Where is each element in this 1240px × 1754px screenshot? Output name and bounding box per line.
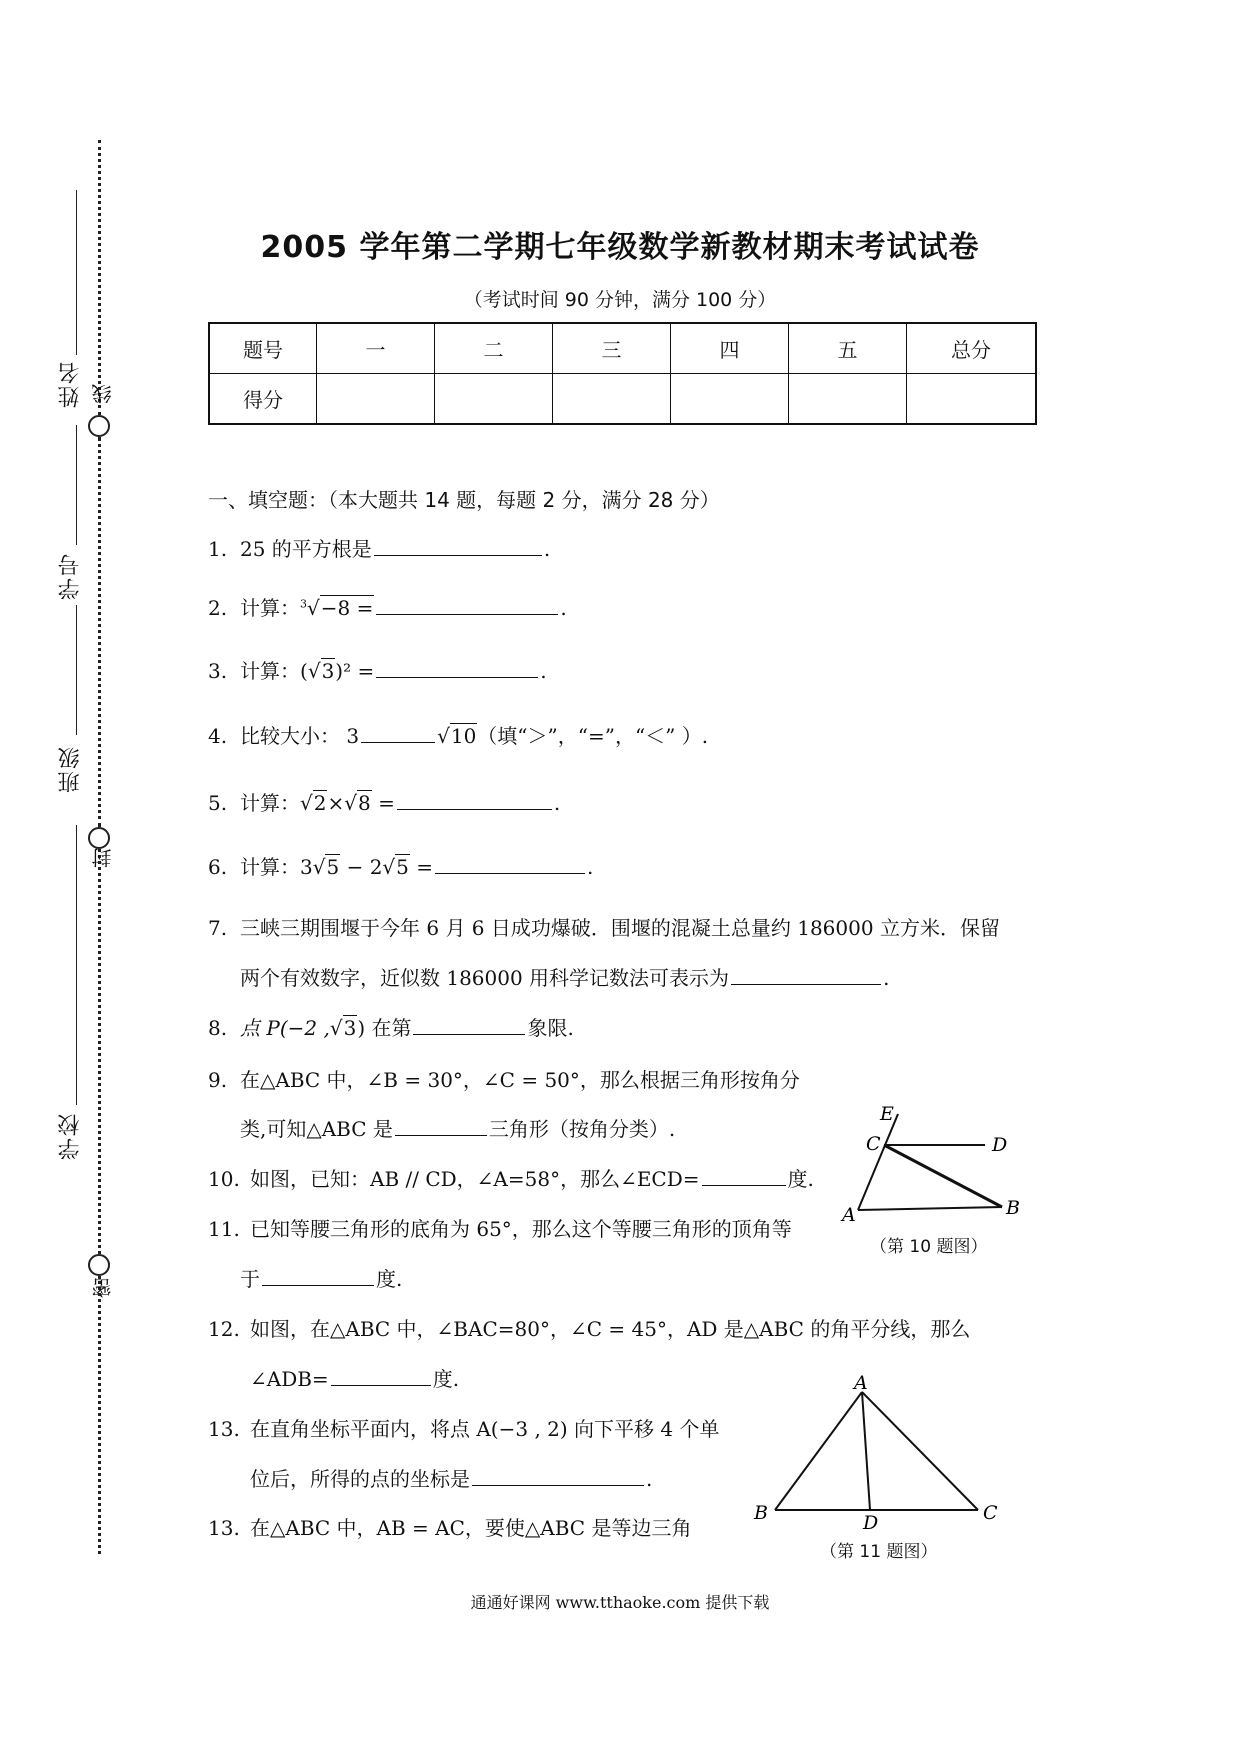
page-footer: 通通好课网 www.tthaoke.com 提供下载	[470, 1593, 770, 1612]
question-11-line-1	[208, 1213, 792, 1242]
label-d: D	[863, 1512, 879, 1534]
question-number: 9.	[208, 1068, 228, 1092]
question-prefix: 计算：(	[240, 659, 308, 683]
answer-blank[interactable]	[395, 1134, 487, 1136]
page-subtitle: （考试时间 90 分钟，满分 100 分）	[463, 289, 777, 311]
question-text: 类,可知△ABC 是	[240, 1117, 393, 1141]
question-9-line-2	[240, 1113, 675, 1142]
question-prefix: 计算：3	[240, 855, 313, 879]
radicand: 3	[343, 1016, 357, 1040]
binding-label-name: 姓名	[58, 360, 83, 408]
question-number: 6.	[208, 855, 228, 879]
radicand: 8	[358, 791, 371, 815]
label-d: D	[992, 1134, 1008, 1156]
question-13a-line-2: 位后，所得的点的坐标是 .	[250, 1467, 653, 1491]
question-3: 3. 计算：(√3)² = .	[208, 659, 547, 683]
question-number: 8.	[208, 1016, 228, 1040]
radicand: 2	[313, 791, 327, 815]
question-text: 25 的平方根是	[240, 537, 372, 561]
question-number: 13.	[208, 1417, 240, 1441]
bisector-ad	[862, 1392, 870, 1510]
question-text: 如图，在△ABC 中，∠BAC=80°，∠C = 45°，AD 是△ABC 的角平分线，那么	[250, 1317, 971, 1341]
question-13b-line-1	[208, 1512, 691, 1541]
radicand: 3	[321, 659, 335, 683]
score-cell[interactable]	[553, 374, 671, 425]
binding-rule-class	[76, 605, 77, 735]
answer-blank[interactable]	[331, 1384, 431, 1386]
question-number: 3.	[208, 659, 228, 683]
answer-blank[interactable]	[397, 808, 552, 810]
score-cell[interactable]	[435, 374, 553, 425]
binding-dotted-line-bottom	[98, 1276, 101, 1554]
operator: ×	[327, 791, 345, 815]
question-text: ∠ADB=	[250, 1367, 329, 1391]
question-prefix: 计算：	[240, 791, 300, 815]
question-12-line-1	[208, 1313, 970, 1342]
radicand: 10	[450, 724, 477, 748]
binding-circle-mi	[88, 1254, 110, 1276]
binding-circle-xian	[88, 415, 110, 437]
answer-blank[interactable]	[361, 741, 435, 743]
line-ce	[858, 1114, 898, 1210]
question-number: 10.	[208, 1167, 240, 1191]
question-text: 度.	[376, 1267, 403, 1291]
answer-blank[interactable]	[731, 983, 881, 985]
binding-rule-name	[76, 190, 77, 355]
question-number: 4.	[208, 724, 228, 748]
score-cell[interactable]	[317, 374, 435, 425]
binding-dotted-line-mid	[98, 437, 101, 827]
question-text: 在直角坐标平面内，将点 A(−3 , 2) 向下平移 4 个单	[250, 1417, 720, 1441]
label-a: A	[842, 1204, 856, 1226]
question-13a-line-1	[208, 1413, 719, 1442]
question-11-line-2	[240, 1263, 402, 1292]
section-heading: 一、填空题：（本大题共 14 题，每题 2 分，满分 28 分）	[208, 488, 720, 512]
header-cell: 三	[553, 323, 671, 374]
question-number: 1.	[208, 537, 228, 561]
question-prefix: 点 P(−2 ,	[240, 1016, 330, 1040]
score-cell[interactable]	[671, 374, 789, 425]
question-suffix: )² =	[335, 659, 375, 683]
binding-dotted-line-lower	[98, 849, 101, 1254]
question-4: 4. 比较大小： 3 √10（填“＞”，“=”，“＜” ）.	[208, 724, 709, 748]
question-6: 6. 计算：3√5 − 2√5 = .	[208, 855, 594, 879]
question-number: 12.	[208, 1317, 240, 1341]
answer-blank[interactable]	[472, 1484, 644, 1486]
question-number: 2.	[208, 596, 228, 620]
figure-11-caption: （第 11 题图）	[820, 1542, 938, 1562]
question-number: 7.	[208, 916, 228, 940]
question-2: 2. 计算：$^3$√−8 = .	[208, 596, 567, 620]
question-text: 位后，所得的点的坐标是	[250, 1467, 470, 1491]
score-cell[interactable]	[789, 374, 907, 425]
question-text: 已知等腰三角形的底角为 65°，那么这个等腰三角形的顶角等	[250, 1217, 792, 1241]
question-suffix: =	[409, 855, 434, 879]
question-prefix: 比较大小： 3	[240, 724, 360, 748]
binding-rule-student-no	[76, 425, 77, 545]
question-7-line-1	[208, 912, 1000, 941]
question-10	[208, 1163, 814, 1192]
question-12-line-2	[250, 1363, 459, 1392]
answer-blank[interactable]	[435, 872, 585, 874]
label-b: B	[1006, 1197, 1020, 1219]
binding-label-school: 学校	[58, 1112, 83, 1160]
question-number: 5.	[208, 791, 228, 815]
header-cell: 五	[789, 323, 907, 374]
operator: − 2	[340, 855, 383, 879]
question-tail: 象限.	[527, 1016, 574, 1040]
page-title: 2005 学年第二学期七年级数学新教材期末考试试卷	[260, 230, 980, 265]
label-a: A	[854, 1372, 868, 1394]
question-number: 13.	[208, 1516, 240, 1540]
question-9-line-1	[208, 1064, 800, 1093]
side-ac	[862, 1392, 978, 1510]
answer-blank[interactable]	[376, 676, 538, 678]
binding-label-class: 班级	[58, 745, 83, 793]
binding-label-mi: 密	[91, 1276, 115, 1298]
question-text: 于	[240, 1267, 260, 1291]
header-cell: 二	[435, 323, 553, 374]
question-8: 8. 点 P(−2 ,√3) 在第 象限.	[208, 1016, 574, 1040]
answer-blank[interactable]	[262, 1284, 374, 1286]
question-number: 11.	[208, 1217, 240, 1241]
score-table	[208, 322, 1037, 425]
radicand: 5	[396, 855, 409, 879]
binding-label-feng: 封	[91, 846, 115, 868]
question-text: 三角形（按角分类）.	[488, 1117, 676, 1141]
line-ab	[858, 1207, 1002, 1210]
radicand: 5	[326, 855, 340, 879]
score-table-score-row	[209, 374, 1036, 425]
label-b: B	[754, 1502, 768, 1524]
question-mid: ) 在第	[357, 1016, 412, 1040]
question-suffix: （填“＞”，“=”，“＜” ）.	[477, 724, 709, 748]
question-5: 5. 计算：√2×√8 = .	[208, 791, 561, 815]
line-cb	[884, 1145, 1002, 1207]
question-expr: −8 =	[320, 596, 374, 620]
question-suffix: =	[371, 791, 395, 815]
figure-11	[750, 1372, 1010, 1534]
binding-dotted-line-top	[98, 140, 101, 415]
question-text: 如图，已知：AB // CD，∠A=58°，那么∠ECD=	[250, 1167, 700, 1191]
question-text: 度.	[787, 1167, 814, 1191]
binding-label-xian: 线	[91, 382, 115, 404]
binding-label-student-no: 学号	[58, 552, 83, 600]
answer-blank[interactable]	[413, 1033, 525, 1035]
question-text: 在△ABC 中，∠B = 30°，∠C = 50°，那么根据三角形按角分	[240, 1068, 800, 1092]
figure-10	[840, 1100, 1040, 1240]
question-1: 1. 25 的平方根是 .	[208, 537, 551, 561]
binding-rule-school	[76, 825, 77, 1105]
label-c: C	[866, 1133, 881, 1155]
question-text: 三峡三期围堰于今年 6 月 6 日成功爆破．围堰的混凝土总量约 186000 立方米．保留	[240, 916, 1000, 940]
label-c: C	[983, 1502, 998, 1524]
row-label: 得分	[209, 374, 317, 425]
question-text: 度.	[432, 1367, 460, 1391]
score-table-header-row	[209, 323, 1036, 374]
question-text: 两个有效数字，近似数 186000 用科学记数法可表示为	[240, 966, 730, 990]
header-cell: 一	[317, 323, 435, 374]
side-ab	[775, 1392, 862, 1510]
answer-blank[interactable]	[702, 1184, 786, 1186]
header-cell: 总分	[907, 323, 1037, 374]
header-cell: 四	[671, 323, 789, 374]
question-text: 在△ABC 中，AB = AC，要使△ABC 是等边三角	[250, 1516, 692, 1540]
score-cell[interactable]	[907, 374, 1037, 425]
header-cell: 题号	[209, 323, 317, 374]
figure-10-caption: （第 10 题图）	[870, 1237, 988, 1257]
answer-blank[interactable]	[376, 613, 558, 615]
question-prefix: 计算：	[240, 596, 300, 620]
answer-blank[interactable]	[374, 554, 542, 556]
label-e: E	[880, 1103, 894, 1125]
question-7-line-2: 两个有效数字，近似数 186000 用科学记数法可表示为 .	[240, 966, 890, 990]
